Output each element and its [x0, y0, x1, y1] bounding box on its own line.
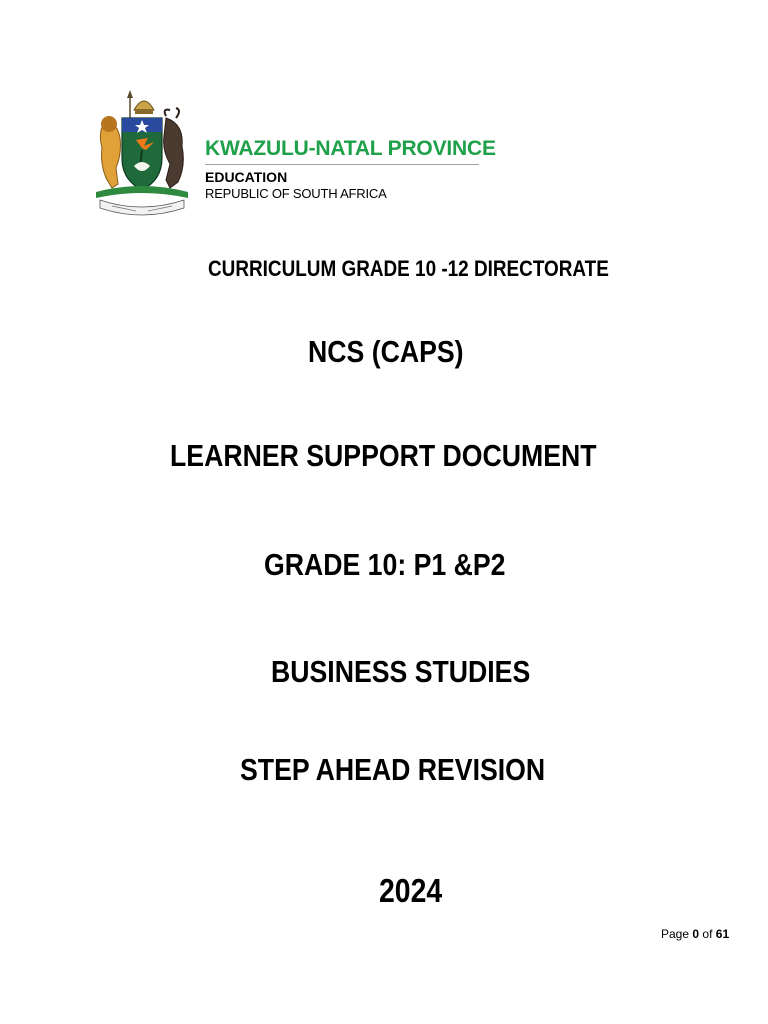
page-total: 61 — [715, 927, 730, 941]
page-of: of — [702, 927, 713, 941]
organisation-block — [205, 136, 496, 202]
page-number — [661, 927, 729, 941]
document-type-heading: LEARNER SUPPORT DOCUMENT — [170, 438, 597, 473]
org-divider — [205, 164, 479, 165]
org-department: EDUCATION — [205, 169, 288, 185]
curriculum-heading: NCS (CAPS) — [308, 334, 464, 369]
year-heading: 2024 — [379, 872, 443, 909]
org-country: REPUBLIC OF SOUTH AFRICA — [205, 186, 387, 201]
grade-heading: GRADE 10: P1 &P2 — [264, 547, 506, 582]
coat-of-arms-icon — [92, 88, 192, 223]
page-current: 0 — [692, 927, 700, 941]
series-heading: STEP AHEAD REVISION — [240, 752, 546, 787]
page-prefix: Page — [661, 927, 690, 941]
org-name: KWAZULU-NATAL PROVINCE — [205, 137, 496, 160]
subject-heading: BUSINESS STUDIES — [271, 654, 531, 689]
directorate-heading: CURRICULUM GRADE 10 -12 DIRECTORATE — [208, 256, 609, 281]
